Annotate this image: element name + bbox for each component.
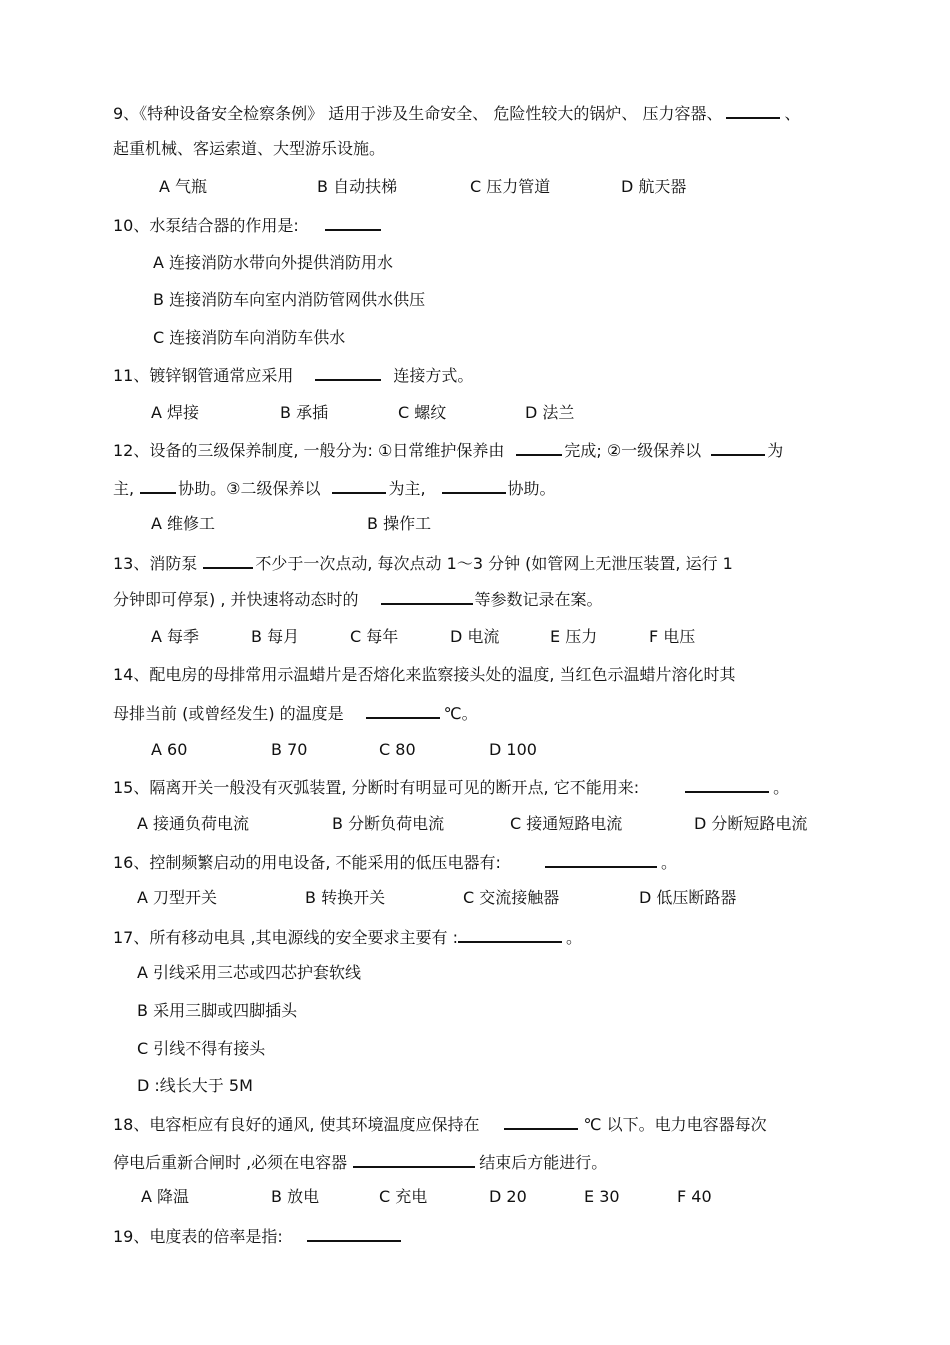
- q18-option-b: B 放电: [271, 1187, 320, 1206]
- q10-option-b: B 连接消防车向室内消防管网供水供压: [153, 290, 426, 309]
- q11-option-c: C 螺纹: [398, 403, 447, 422]
- q16-option-a: A 刀型开关: [137, 888, 218, 907]
- q11-option-b: B 承插: [280, 403, 329, 422]
- answer-blank[interactable]: [442, 476, 506, 494]
- q13-stem-line2: 分钟即可停泵) , 并快速将动态时的 等参数记录在案。: [113, 587, 603, 609]
- q11-stem: 11、镀锌钢管通常应采用 连接方式。: [113, 363, 473, 385]
- q18-option-d: D 20: [489, 1187, 527, 1206]
- answer-blank[interactable]: [685, 775, 769, 793]
- q13-option-a: A 每季: [151, 627, 200, 646]
- q14-stem-line2: 母排当前 (或曾经发生) 的温度是 ℃。: [113, 701, 478, 723]
- q19-stem: 19、电度表的倍率是指:: [113, 1224, 401, 1246]
- q17-option-b: B 采用三脚或四脚插头: [137, 1001, 298, 1020]
- q9-option-d: D 航天器: [621, 177, 687, 196]
- answer-blank[interactable]: [504, 1112, 578, 1130]
- q12-stem-line2: 主, 协助。③二级保养以 为主, 协助。: [113, 476, 556, 498]
- q12-option-b: B 操作工: [367, 514, 432, 533]
- q13-option-b: B 每月: [251, 627, 300, 646]
- q14-option-d: D 100: [489, 740, 537, 759]
- answer-blank[interactable]: [545, 850, 657, 868]
- q9-option-a: A 气瓶: [159, 177, 208, 196]
- q9-stem-line1: 9、《特种设备安全检察条例》 适用于涉及生命安全、 危险性较大的锅炉、 压力容器、 、: [113, 101, 800, 123]
- q11-option-a: A 焊接: [151, 403, 200, 422]
- q15-stem: 15、隔离开关一般没有灭弧装置, 分断时有明显可见的断开点, 它不能用来: 。: [113, 775, 789, 797]
- q9-stem-line2: 起重机械、客运索道、大型游乐设施。: [113, 139, 386, 158]
- q16-option-d: D 低压断路器: [639, 888, 737, 907]
- answer-blank[interactable]: [332, 476, 386, 494]
- answer-blank[interactable]: [140, 476, 176, 494]
- q18-option-f: F 40: [677, 1187, 712, 1206]
- q16-stem: 16、控制频繁启动的用电设备, 不能采用的低压电器有: 。: [113, 850, 677, 872]
- q12-option-a: A 维修工: [151, 514, 216, 533]
- q11-option-d: D 法兰: [525, 403, 575, 422]
- answer-blank[interactable]: [726, 101, 780, 119]
- answer-blank[interactable]: [381, 587, 473, 605]
- q17-stem: 17、所有移动电具 ,其电源线的安全要求主要有 : 。: [113, 925, 582, 947]
- answer-blank[interactable]: [516, 438, 562, 456]
- answer-blank[interactable]: [307, 1224, 401, 1242]
- q13-option-d: D 电流: [450, 627, 500, 646]
- q9-option-b: B 自动扶梯: [317, 177, 398, 196]
- q13-option-c: C 每年: [350, 627, 399, 646]
- answer-blank[interactable]: [353, 1150, 475, 1168]
- answer-blank[interactable]: [458, 925, 562, 943]
- q16-option-b: B 转换开关: [305, 888, 386, 907]
- q14-option-c: C 80: [379, 740, 416, 759]
- q15-option-a: A 接通负荷电流: [137, 814, 250, 833]
- q9-option-c: C 压力管道: [470, 177, 551, 196]
- answer-blank[interactable]: [203, 551, 253, 569]
- q16-option-c: C 交流接触器: [463, 888, 560, 907]
- q12-stem-line1: 12、设备的三级保养制度, 一般分为: ①日常维护保养由 完成; ②一级保养以 为: [113, 438, 783, 460]
- q14-option-b: B 70: [271, 740, 308, 759]
- answer-blank[interactable]: [325, 213, 381, 231]
- q13-option-f: F 电压: [649, 627, 696, 646]
- q17-option-d: D :线长大于 5M: [137, 1076, 253, 1095]
- q15-option-d: D 分断短路电流: [694, 814, 808, 833]
- q18-option-c: C 充电: [379, 1187, 428, 1206]
- q18-option-a: A 降温: [141, 1187, 190, 1206]
- q10-stem: 10、水泵结合器的作用是:: [113, 213, 381, 235]
- q18-stem-line2: 停电后重新合闸时 ,必须在电容器 结束后方能进行。: [113, 1150, 607, 1172]
- q18-option-e: E 30: [584, 1187, 620, 1206]
- q14-option-a: A 60: [151, 740, 188, 759]
- q13-option-e: E 压力: [550, 627, 598, 646]
- q18-stem-line1: 18、电容柜应有良好的通风, 使其环境温度应保持在 ℃ 以下。电力电容器每次: [113, 1112, 767, 1134]
- answer-blank[interactable]: [711, 438, 765, 456]
- q15-option-b: B 分断负荷电流: [332, 814, 445, 833]
- q17-option-a: A 引线采用三芯或四芯护套软线: [137, 963, 362, 982]
- q15-option-c: C 接通短路电流: [510, 814, 623, 833]
- answer-blank[interactable]: [315, 363, 381, 381]
- q17-option-c: C 引线不得有接头: [137, 1039, 266, 1058]
- q14-stem-line1: 14、配电房的母排常用示温蜡片是否熔化来监察接头处的温度, 当红色示温蜡片溶化时其: [113, 665, 736, 684]
- q10-option-c: C 连接消防车向消防车供水: [153, 328, 346, 347]
- q13-stem-line1: 13、消防泵 不少于一次点动, 每次点动 1～3 分钟 (如管网上无泄压装置, 运行 1: [113, 551, 733, 573]
- answer-blank[interactable]: [366, 701, 440, 719]
- q10-option-a: A 连接消防水带向外提供消防用水: [153, 253, 394, 272]
